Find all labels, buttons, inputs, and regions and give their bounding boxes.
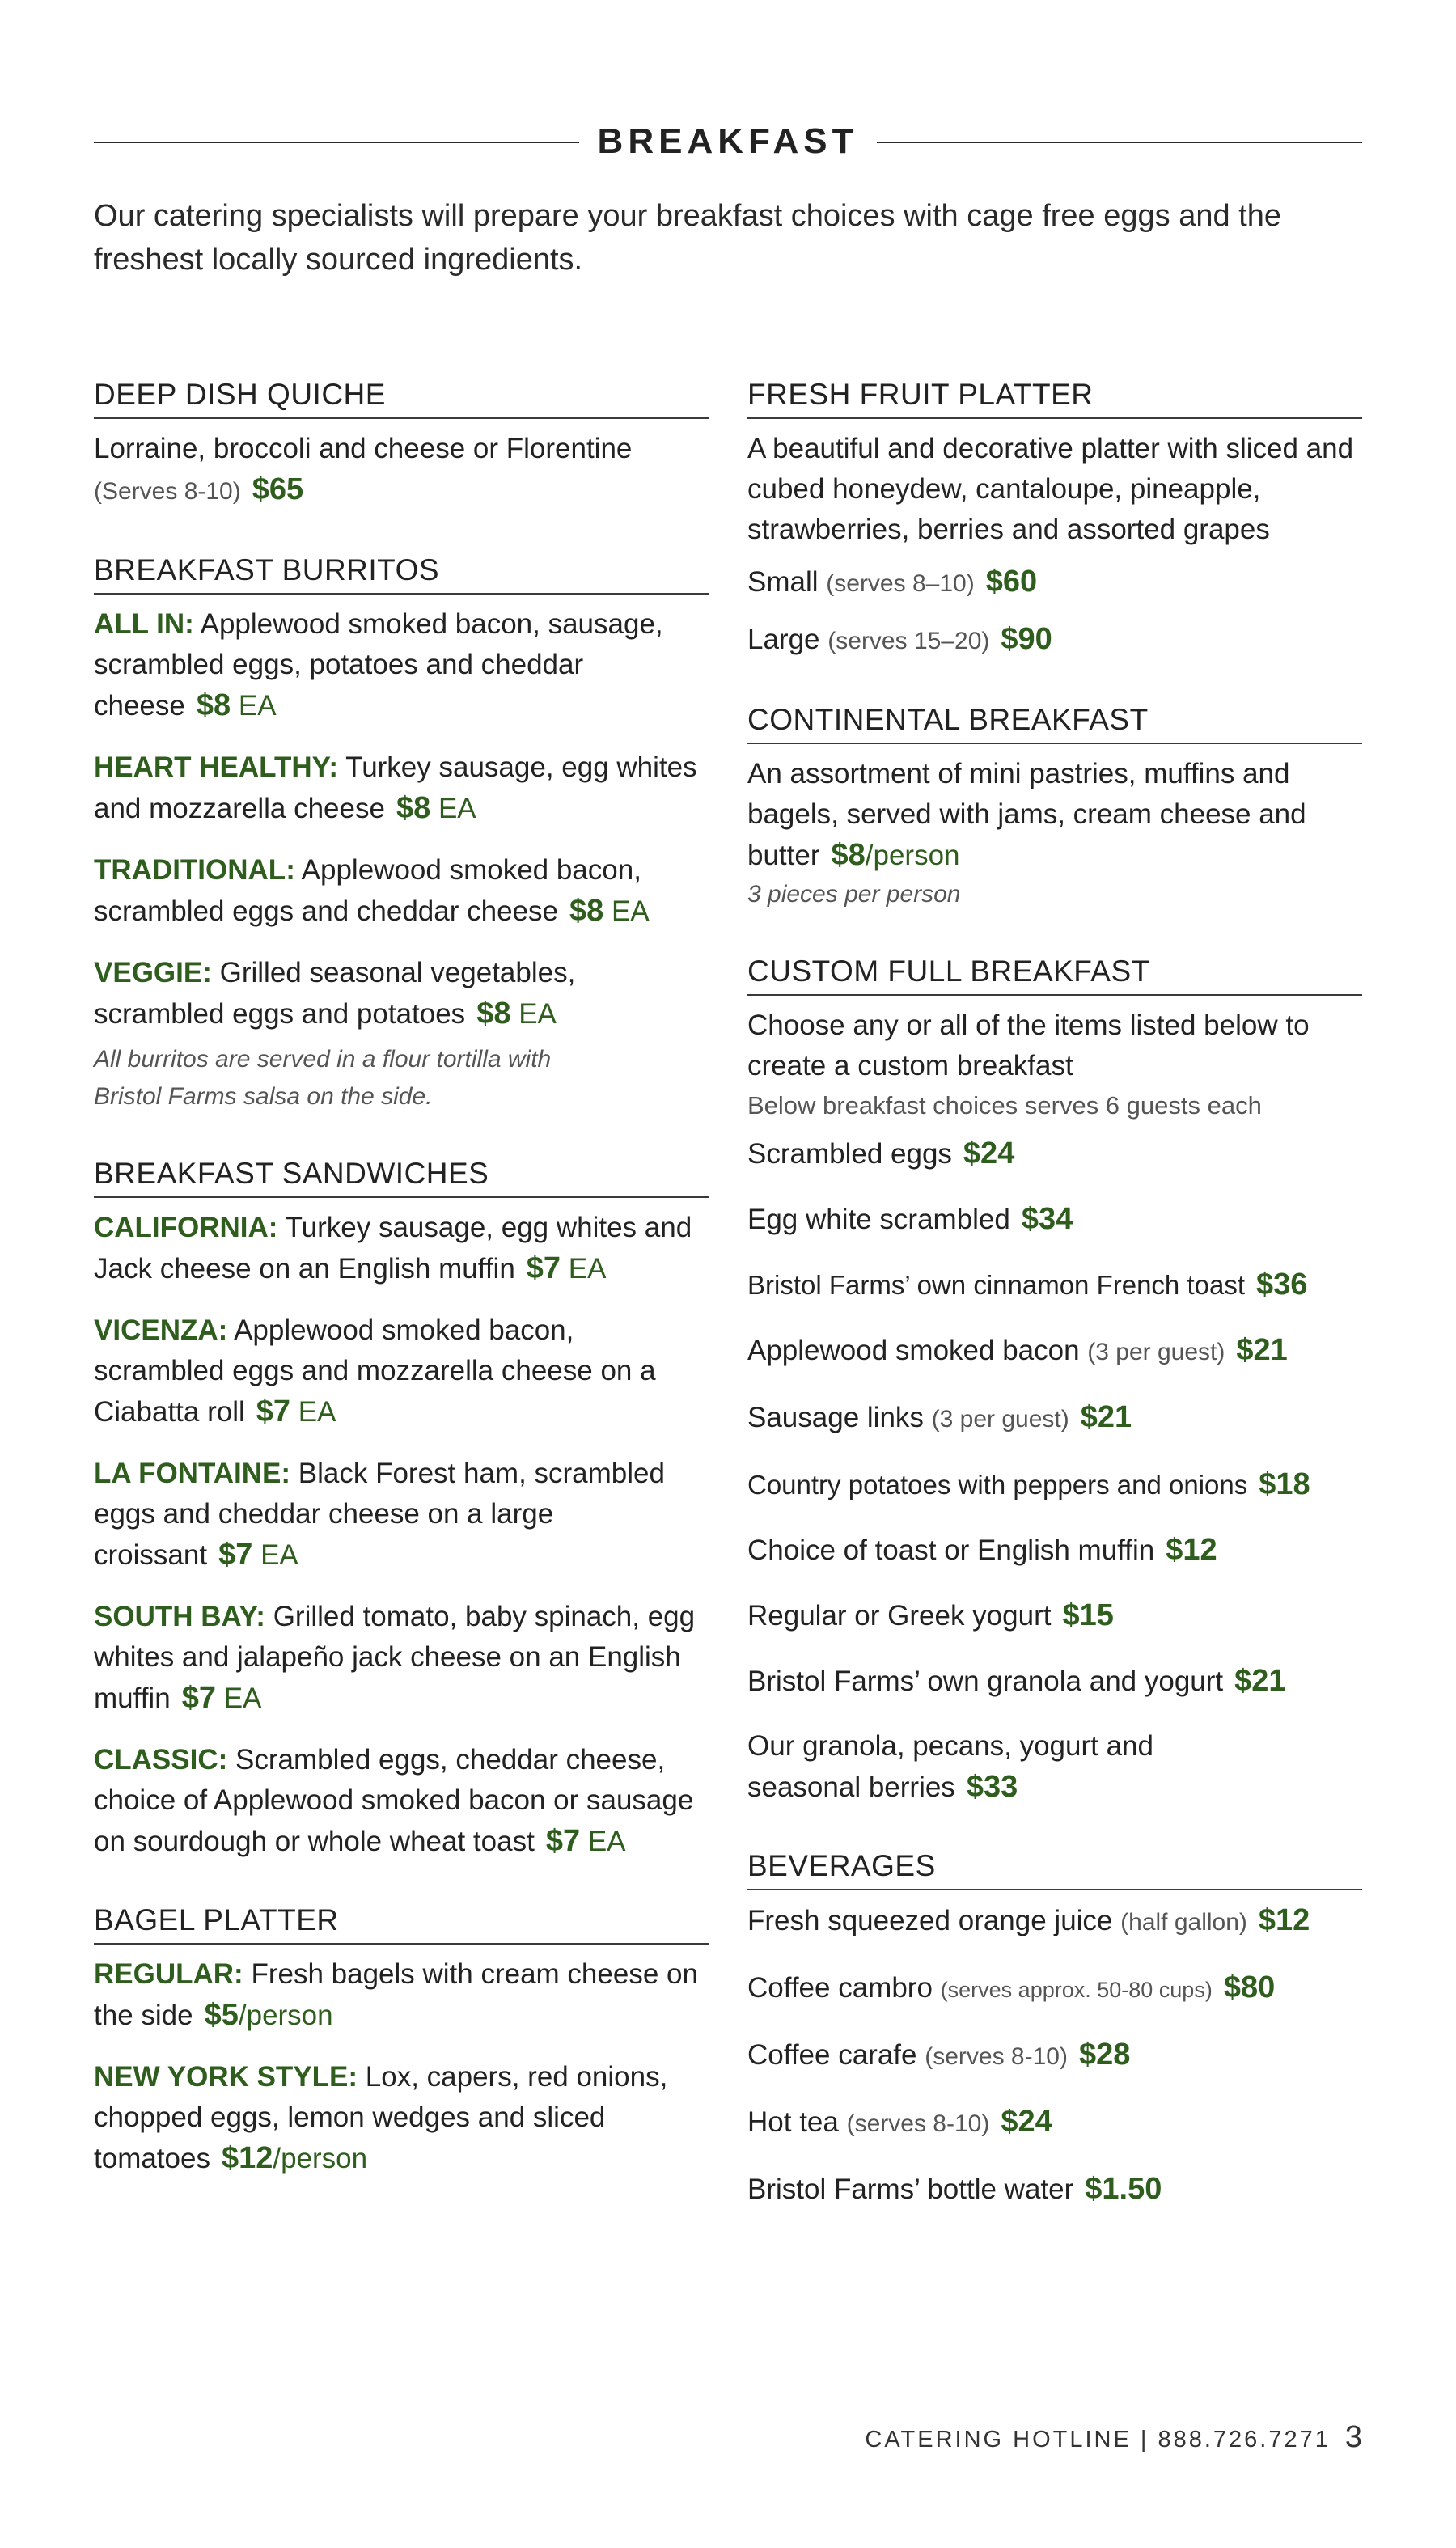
item-unit: EA	[587, 1826, 626, 1857]
size-label: Small	[747, 566, 819, 598]
item-price: $8	[476, 997, 511, 1031]
burritos-section	[94, 549, 709, 1115]
item-name: CALIFORNIA:	[94, 1212, 278, 1243]
item-name: VEGGIE:	[94, 957, 212, 988]
continental-section	[747, 699, 1362, 913]
item-price: $80	[1223, 1970, 1276, 2004]
item-price: $5	[204, 1998, 239, 2032]
list-item	[747, 1133, 1362, 1175]
item-price: $8	[196, 688, 231, 722]
item-label: Scrambled eggs	[747, 1138, 952, 1170]
size-row	[747, 619, 1362, 662]
list-item	[747, 1595, 1362, 1636]
item-name: CLASSIC:	[94, 1744, 228, 1776]
continental-desc	[747, 754, 1362, 876]
catering-hotline: CATERING HOTLINE | 888.726.7271	[865, 2427, 1331, 2453]
list-item	[747, 1199, 1362, 1240]
size-serves: (serves 15–20)	[827, 628, 990, 654]
fruit-section	[747, 374, 1362, 662]
size-label: Large	[747, 624, 820, 655]
item-unit: EA	[518, 998, 557, 1030]
section-title: BREAKFAST SANDWICHES	[94, 1153, 709, 1198]
list-item	[747, 1464, 1362, 1505]
item-name: SOUTH BAY:	[94, 1601, 265, 1632]
menu-item	[94, 1310, 709, 1433]
item-name: NEW YORK STYLE:	[94, 2061, 358, 2093]
section-header	[94, 113, 1362, 170]
quiche-desc	[94, 429, 709, 512]
item-price: $12	[221, 2141, 273, 2175]
quiche-serves: (Serves 8-10)	[94, 478, 241, 505]
list-item	[747, 1661, 1362, 1702]
item-name: TRADITIONAL:	[94, 854, 295, 886]
item-price: $15	[1062, 1598, 1114, 1632]
item-desc: Applewood smoked bacon, scrambled eggs and cheddar cheese	[94, 854, 641, 927]
item-price: $12	[1258, 1903, 1310, 1937]
quiche-section	[94, 374, 709, 512]
item-price: $28	[1078, 2038, 1131, 2072]
item-label: Bristol Farms’ own granola and yogurt	[747, 1666, 1224, 1697]
item-name: REGULAR:	[94, 1958, 243, 1990]
bagel-section	[94, 1899, 709, 2179]
item-label: Country potatoes with peppers and onions	[747, 1470, 1248, 1500]
list-item	[747, 1330, 1362, 1373]
item-desc: Turkey sausage, egg whites and mozzarella cheese	[94, 751, 697, 824]
section-title: BEVERAGES	[747, 1845, 1362, 1890]
item-desc: Lox, capers, red onions, chopped eggs, lemon wedges and sliced tomatoes	[94, 2061, 668, 2174]
item-name: LA FONTAINE:	[94, 1458, 291, 1489]
section-title: CONTINENTAL BREAKFAST	[747, 699, 1362, 744]
list-item	[747, 1264, 1362, 1306]
item-label: Regular or Greek yogurt	[747, 1600, 1052, 1632]
item-desc: Black Forest ham, scrambled eggs and cheddar cheese on a large croissant	[94, 1458, 665, 1571]
item-price: $7	[218, 1538, 253, 1572]
list-item	[747, 1530, 1362, 1571]
fruit-desc: A beautiful and decorative platter with sliced and cubed honeydew, cantaloupe, pineapple, strawberries, berries and assorted grapes	[747, 433, 1354, 545]
item-desc: Grilled seasonal vegetables, scrambled eggs and potatoes	[94, 957, 576, 1030]
custom-desc: Choose any or all of the items listed below to create a custom breakfast	[747, 1009, 1310, 1081]
item-price: $7	[256, 1395, 291, 1428]
page-title: BREAKFAST	[597, 121, 859, 161]
menu-item	[94, 604, 709, 726]
item-price: $21	[1234, 1664, 1286, 1698]
item-label: Coffee cambro	[747, 1972, 933, 2004]
item-price: $21	[1236, 1333, 1288, 1367]
item-label: Applewood smoked bacon	[747, 1335, 1080, 1366]
item-price: $34	[1021, 1202, 1073, 1236]
menu-item	[94, 1208, 709, 1289]
item-desc: Applewood smoked bacon, scrambled eggs and mozzarella cheese on a Ciabatta roll	[94, 1314, 656, 1428]
item-extra: (half gallon)	[1120, 1909, 1247, 1936]
item-price: $24	[963, 1136, 1015, 1170]
section-title: DEEP DISH QUICHE	[94, 374, 709, 419]
page-number: 3	[1344, 2420, 1362, 2454]
item-price: $8	[396, 791, 431, 825]
size-price: $60	[985, 565, 1038, 599]
item-unit: EA	[260, 1539, 298, 1571]
list-item	[747, 1397, 1362, 1440]
menu-item	[94, 1454, 709, 1576]
header-rule-right	[877, 142, 1362, 143]
section-title: BREAKFAST BURRITOS	[94, 549, 709, 595]
menu-item	[94, 2057, 709, 2179]
item-price: $7	[181, 1681, 216, 1715]
item-unit: EA	[298, 1396, 336, 1428]
item-extra: (3 per guest)	[1087, 1339, 1225, 1365]
list-item	[747, 2034, 1362, 2077]
item-extra: (serves approx. 50-80 cups)	[940, 1978, 1213, 2002]
item-label: Bristol Farms’ bottle water	[747, 2173, 1074, 2205]
custom-sub: Below breakfast choices serves 6 guests each	[747, 1091, 1262, 1120]
quiche-desc-text: Lorraine, broccoli and cheese or Florentine	[94, 433, 633, 464]
item-desc: Applewood smoked bacon, sausage, scrambled eggs, potatoes and cheddar cheese	[94, 608, 663, 722]
list-item	[747, 1726, 1362, 1808]
custom-section	[747, 950, 1362, 1808]
item-extra: (serves 8-10)	[846, 2110, 990, 2137]
section-title: FRESH FRUIT PLATTER	[747, 374, 1362, 419]
burritos-note: All burritos are served in a flour tortilla with Bristol Farms salsa on the side.	[94, 1046, 552, 1110]
section-title: BAGEL PLATTER	[94, 1899, 709, 1945]
item-extra: (3 per guest)	[931, 1406, 1069, 1433]
left-column	[94, 374, 709, 2216]
item-unit: /person	[238, 2000, 333, 2031]
item-price: $18	[1259, 1467, 1310, 1501]
item-unit: EA	[238, 690, 277, 722]
item-desc: Turkey sausage, egg whites and Jack cheese on an English muffin	[94, 1212, 692, 1285]
sandwiches-section	[94, 1153, 709, 1862]
item-extra: (serves 8-10)	[925, 2043, 1068, 2070]
size-row	[747, 561, 1362, 604]
item-unit: EA	[223, 1682, 262, 1714]
menu-item	[94, 1740, 709, 1862]
item-desc: Scrambled eggs, cheddar cheese, choice of Applewood smoked bacon or sausage on sourdough or whole wheat toast	[94, 1744, 694, 1857]
item-label: Our granola, pecans, yogurt and seasonal berries	[747, 1730, 1153, 1803]
item-unit: /person	[273, 2143, 368, 2174]
item-unit: EA	[438, 793, 476, 824]
continental-unit: /person	[865, 840, 960, 871]
item-price: $1.50	[1085, 2172, 1162, 2206]
item-price: $7	[526, 1251, 561, 1285]
section-title: CUSTOM FULL BREAKFAST	[747, 950, 1362, 996]
header-rule-left	[94, 142, 579, 143]
item-desc: Fresh bagels with cream cheese on the side	[94, 1958, 698, 2031]
size-serves: (serves 8–10)	[826, 570, 975, 597]
item-label: Coffee carafe	[747, 2039, 917, 2071]
continental-desc-text: An assortment of mini pastries, muffins and bagels, served with jams, cream cheese and butter	[747, 758, 1306, 871]
item-label: Choice of toast or English muffin	[747, 1534, 1155, 1566]
item-price: $12	[1166, 1533, 1217, 1567]
list-item	[747, 2101, 1362, 2144]
item-label: Bristol Farms’ own cinnamon French toast	[747, 1270, 1245, 1300]
page-footer	[865, 2420, 1362, 2455]
quiche-price: $65	[252, 472, 304, 506]
item-label: Sausage links	[747, 1402, 924, 1433]
continental-note: 3 pieces per person	[747, 881, 961, 908]
menu-item	[94, 1597, 709, 1719]
menu-item	[94, 850, 709, 932]
item-unit: EA	[612, 895, 650, 927]
item-price: $24	[1001, 2105, 1052, 2139]
item-desc: Grilled tomato, baby spinach, egg whites and jalapeño jack cheese on an English muffin	[94, 1601, 696, 1714]
list-item	[747, 1900, 1362, 1943]
item-label: Hot tea	[747, 2106, 839, 2138]
menu-item	[94, 747, 709, 829]
item-name: HEART HEALTHY:	[94, 751, 339, 783]
item-label: Fresh squeezed orange juice	[747, 1905, 1113, 1936]
item-price: $8	[569, 894, 604, 928]
right-column	[747, 374, 1362, 2247]
intro-text: Our catering specialists will prepare your breakfast choices with cage free eggs and the freshest locally sourced ingredients.	[94, 199, 1281, 277]
list-item	[747, 2169, 1362, 2210]
size-price: $90	[1001, 622, 1052, 656]
item-name: VICENZA:	[94, 1314, 228, 1346]
item-price: $21	[1080, 1400, 1132, 1434]
list-item	[747, 1967, 1362, 2010]
item-name: ALL IN:	[94, 608, 194, 640]
item-unit: EA	[568, 1253, 607, 1285]
item-label: Egg white scrambled	[747, 1204, 1010, 1235]
item-price: $36	[1256, 1268, 1308, 1302]
menu-item	[94, 1954, 709, 2036]
menu-item	[94, 953, 709, 1035]
item-price: $33	[966, 1770, 1018, 1804]
beverages-section	[747, 1845, 1362, 2210]
item-price: $7	[545, 1824, 581, 1858]
continental-price: $8	[831, 838, 866, 872]
